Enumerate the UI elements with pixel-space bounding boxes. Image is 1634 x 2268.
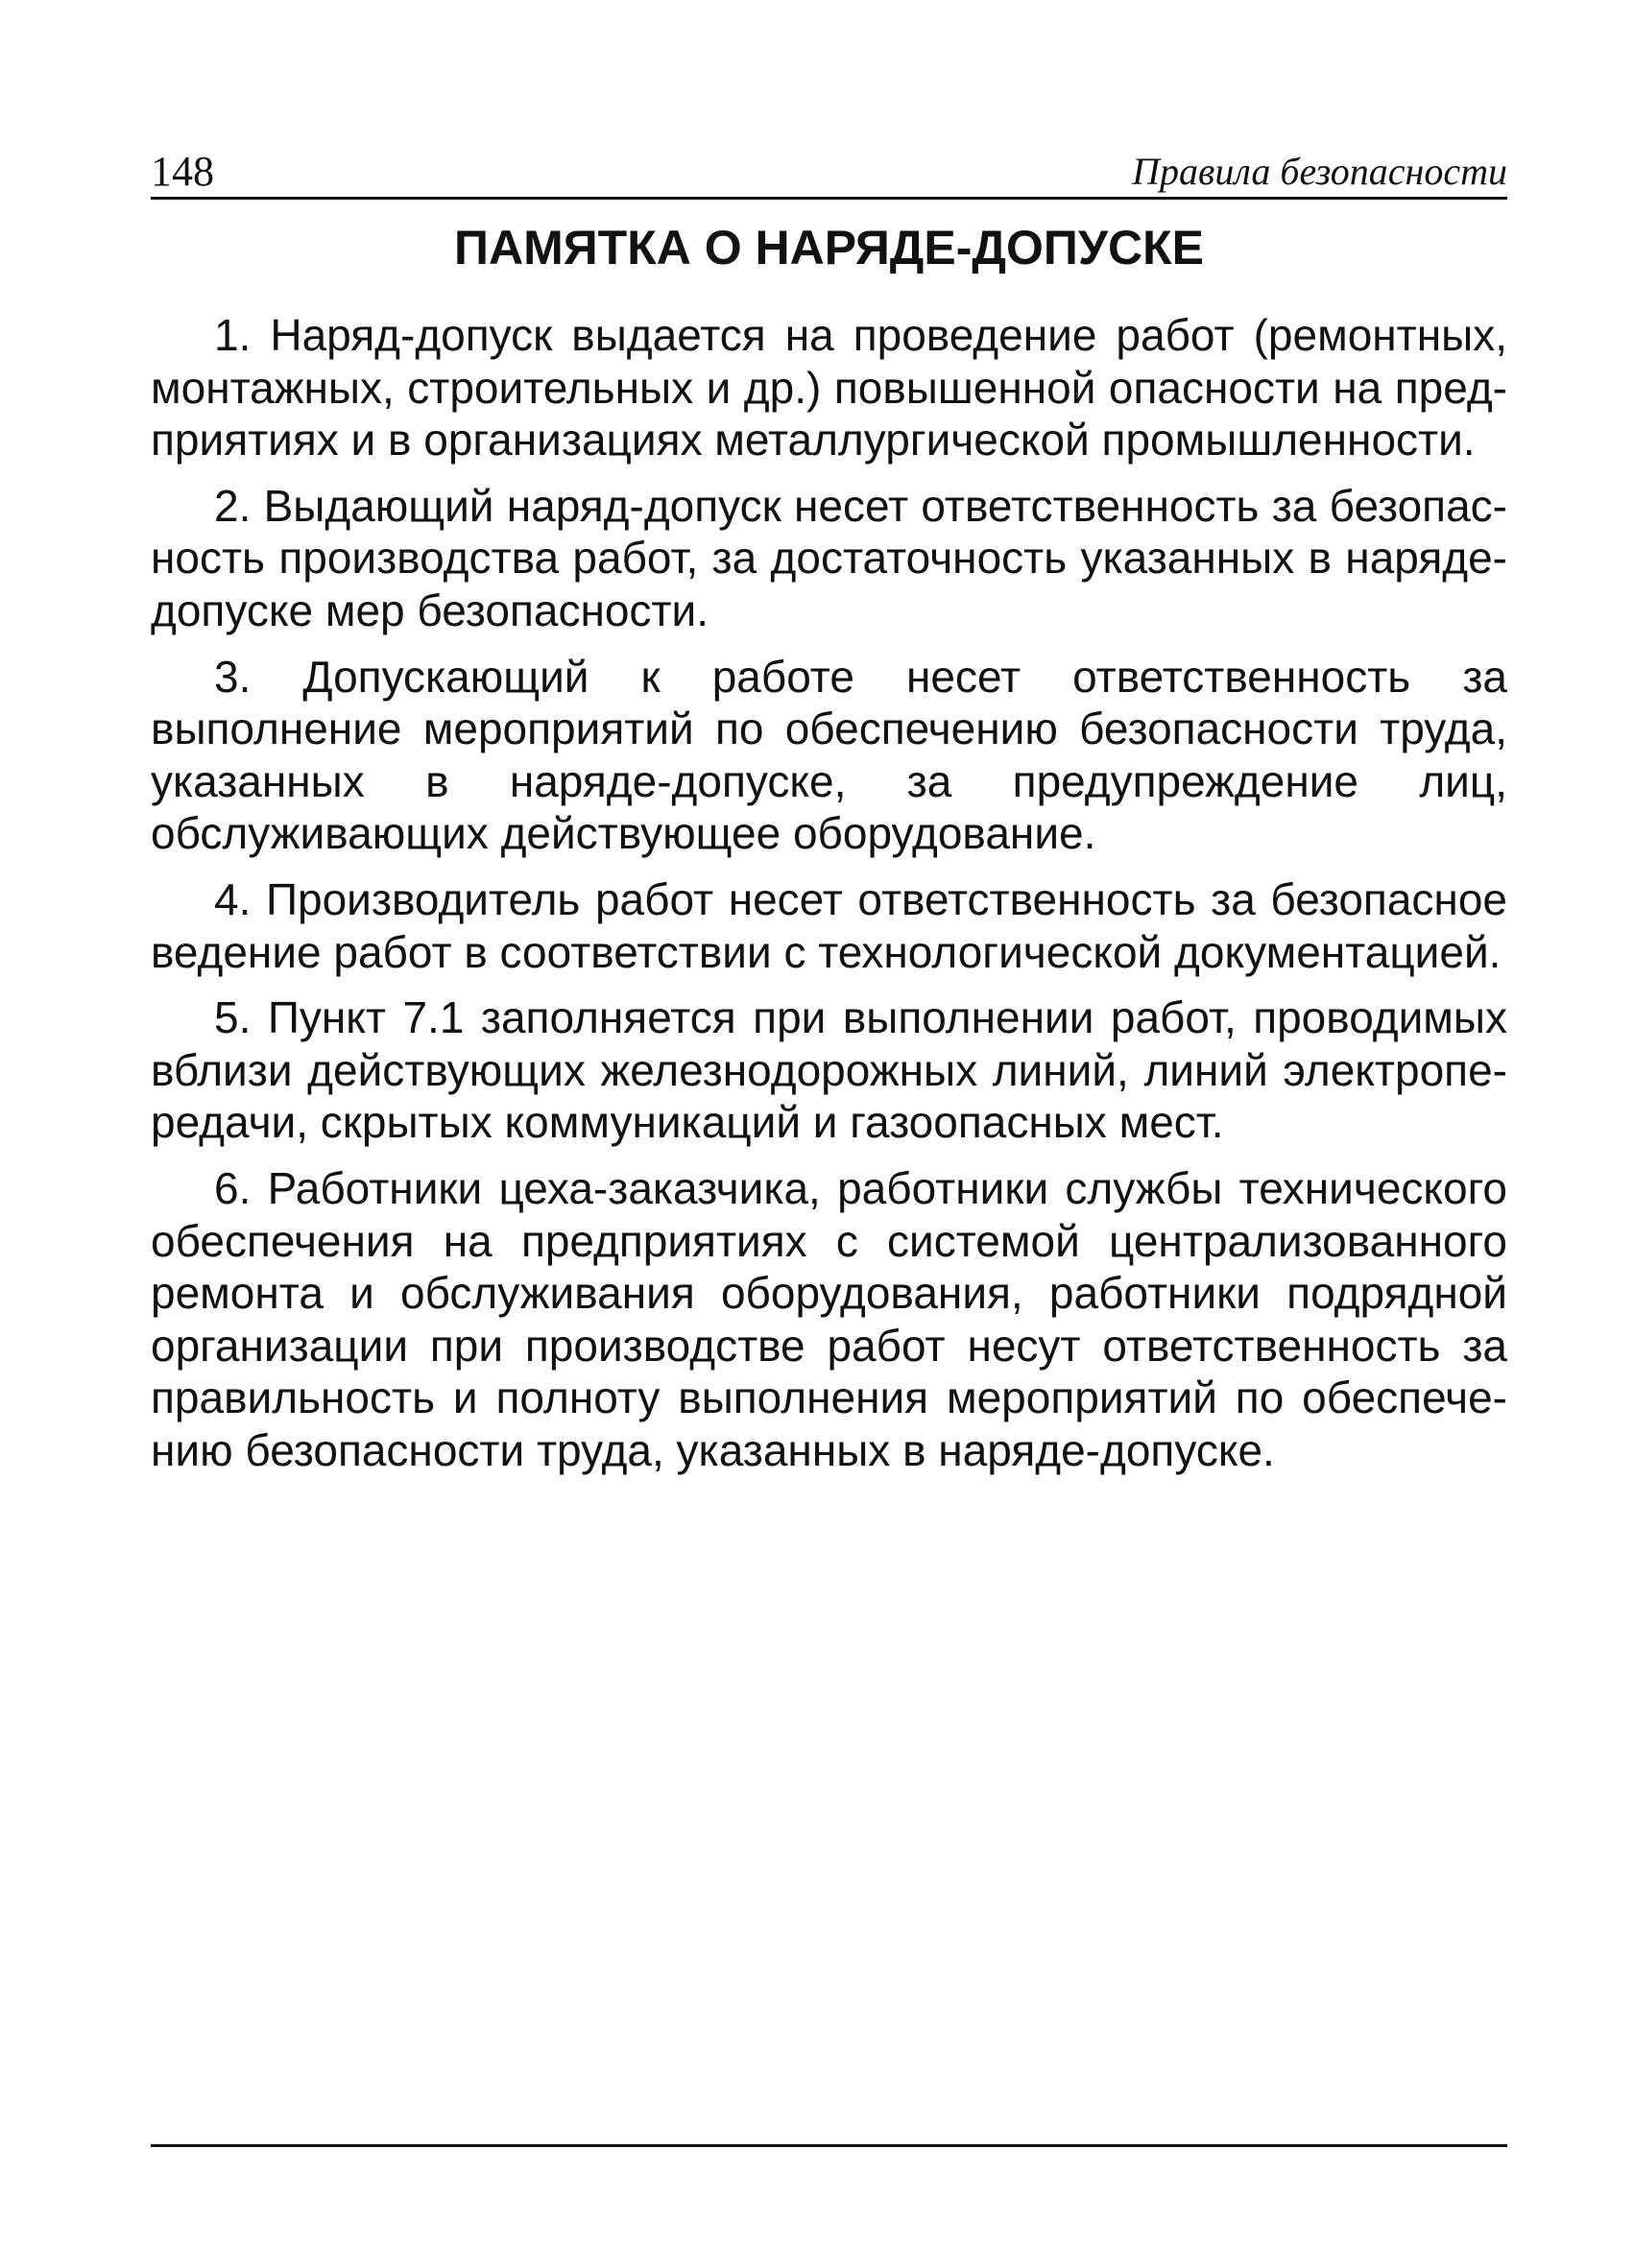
list-item: 4. Производитель работ несет ответственность за безопасное ведение работ в соответствии с технологической документацией. bbox=[151, 873, 1507, 977]
instruction-list bbox=[151, 309, 1507, 1490]
document-title: ПАМЯТКА О НАРЯДЕ-ДОПУСКЕ bbox=[454, 221, 1204, 275]
running-title: Правила безопасности bbox=[1132, 150, 1507, 193]
list-item: 5. Пункт 7.1 заполняется при выполнении работ, проводимых вблизи действующих железнодорожных линий, линий электропередачи, скрытых коммуникаций и газоопасных мест. bbox=[151, 992, 1507, 1148]
list-item: 3. Допускающий к работе несет ответственность за выполнение мероприятий по обеспечению безопасности труда, указанных в наряде-допуске, за предупреждение лиц, обслуживающих действующее оборудование. bbox=[151, 651, 1507, 859]
list-item: 2. Выдающий наряд-допуск несет ответственность за безопасность производства работ, за достаточность указанных в наряде-допуске мер безопасности. bbox=[151, 480, 1507, 635]
list-item: 1. Наряд-допуск выдается на проведение работ (ремонтных, монтажных, строительных и др.) повышенной опасности на предприятиях и в организациях металлургической промышленности. bbox=[151, 310, 1507, 466]
list-item: 6. Работники цеха-заказчика, работники службы технического обеспечения на предприятиях с системой централизованного ремонта и обслуживания оборудования, работники подрядной организации при производстве работ несут ответственность за правильность и полноту выполнения мероприятий по обеспечению безопасности труда, указанных в наряде-допуске. bbox=[151, 1162, 1507, 1475]
bottom-rule bbox=[151, 2144, 1507, 2147]
page-number: 148 bbox=[151, 148, 214, 195]
running-header bbox=[151, 144, 1507, 200]
